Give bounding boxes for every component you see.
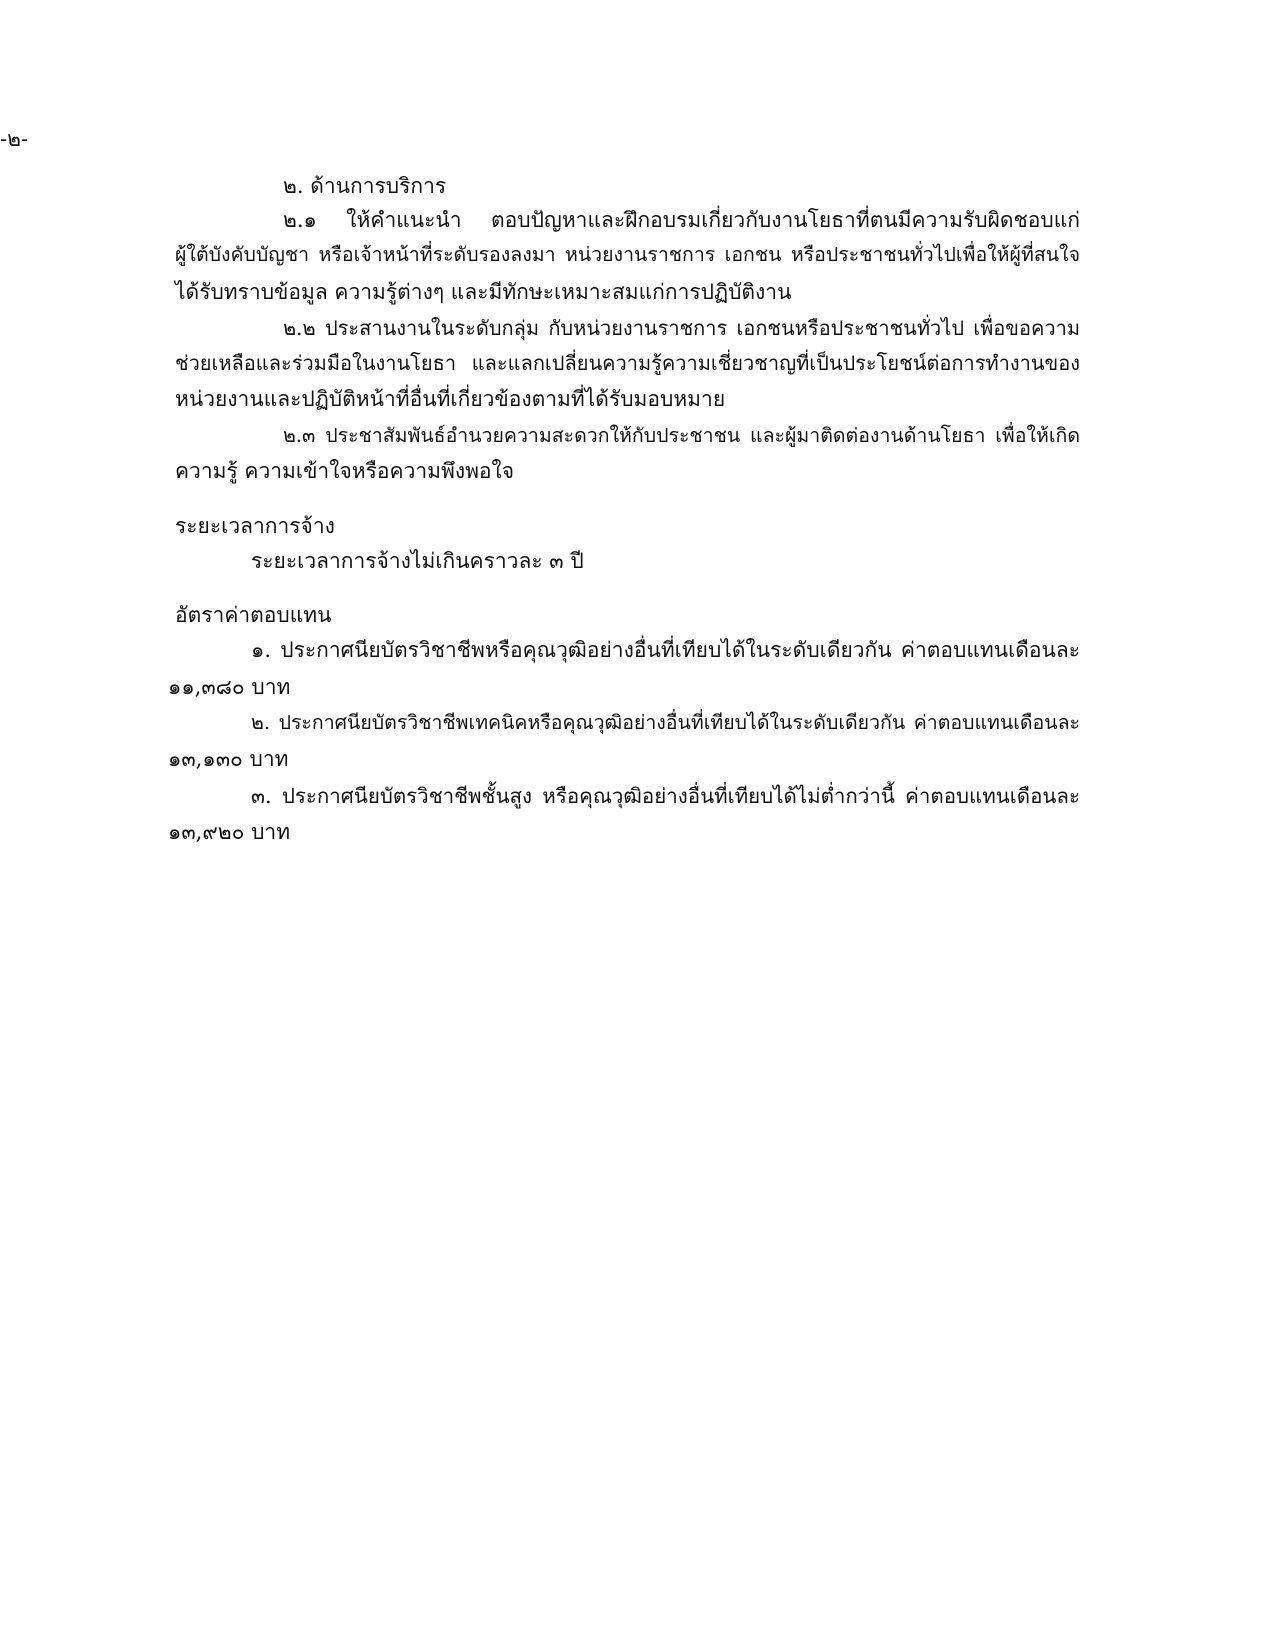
item-2-1-line-2: ผู้ใต้บังคับบัญชา หรือเจ้าหน้าที่ระดับรองลงมา หน่วยงานราชการ เอกชน หรือประชาชนทั่วไปเพื่อให้ผู้ที่สนใจ xyxy=(175,243,1080,266)
item-2-2-line-2: ช่วยเหลือและร่วมมือในงานโยธา และแลกเปลี่ยนความรู้ความเชี่ยวชาญที่เป็นประโยชน์ต่อการทำงานของ xyxy=(175,351,1080,375)
compensation-item-3-line-1: ๓. ประกาศนียบัตรวิชาชีพชั้นสูง หรือคุณวุฒิอย่างอื่นที่เทียบได้ไม่ต่ำกว่านี้ ค่าตอบแทนเดือนละ xyxy=(251,784,1080,808)
compensation-item-3-amount: ๑๓,๙๒๐ บาท xyxy=(168,820,291,844)
item-2-2-line-3: หน่วยงานและปฏิบัติหน้าที่อื่นที่เกี่ยวข้องตามที่ได้รับมอบหมาย xyxy=(175,387,726,411)
employment-period-text: ระยะเวลาการจ้างไม่เกินคราวละ ๓ ปี xyxy=(251,549,584,573)
compensation-item-1-amount: ๑๑,๓๘๐ บาท xyxy=(168,675,291,699)
item-2-1-line-3: ได้รับทราบข้อมูล ความรู้ต่างๆ และมีทักษะเหมาะสมแก่การปฏิบัติงาน xyxy=(175,280,792,304)
compensation-item-2-amount: ๑๓,๑๓๐ บาท xyxy=(168,747,289,771)
item-2-3-line-1: ๒.๓ ประชาสัมพันธ์อำนวยความสะดวกให้กับประชาชน และผู้มาติดต่องานด้านโยธา เพื่อให้เกิด xyxy=(283,424,1080,447)
page-number: -๒- xyxy=(0,127,29,151)
compensation-item-1-line-1: ๑. ประกาศนียบัตรวิชาชีพหรือคุณวุฒิอย่างอื่นที่เทียบได้ในระดับเดียวกัน ค่าตอบแทนเดือนละ xyxy=(251,638,1080,662)
compensation-item-2-line-1: ๒. ประกาศนียบัตรวิชาชีพเทคนิคหรือคุณวุฒิอย่างอื่นที่เทียบได้ในระดับเดียวกัน ค่าตอบแทนเดือนละ xyxy=(251,711,1080,734)
item-2-3-line-2: ความรู้ ความเข้าใจหรือความพึงพอใจ xyxy=(175,459,515,483)
item-2-1-line-1: ๒.๑ ให้คำแนะนำ ตอบปัญหาและฝึกอบรมเกี่ยวกับงานโยธาที่ตนมีความรับผิดชอบแก่ xyxy=(283,208,1080,232)
section-2-heading: ๒. ด้านการบริการ xyxy=(283,174,447,198)
item-2-2-line-1: ๒.๒ ประสานงานในระดับกลุ่ม กับหน่วยงานราชการ เอกชนหรือประชาชนทั่วไป เพื่อขอความ xyxy=(283,316,1080,340)
employment-period-heading: ระยะเวลาการจ้าง xyxy=(175,514,335,538)
compensation-heading: อัตราค่าตอบแทน xyxy=(175,603,332,627)
